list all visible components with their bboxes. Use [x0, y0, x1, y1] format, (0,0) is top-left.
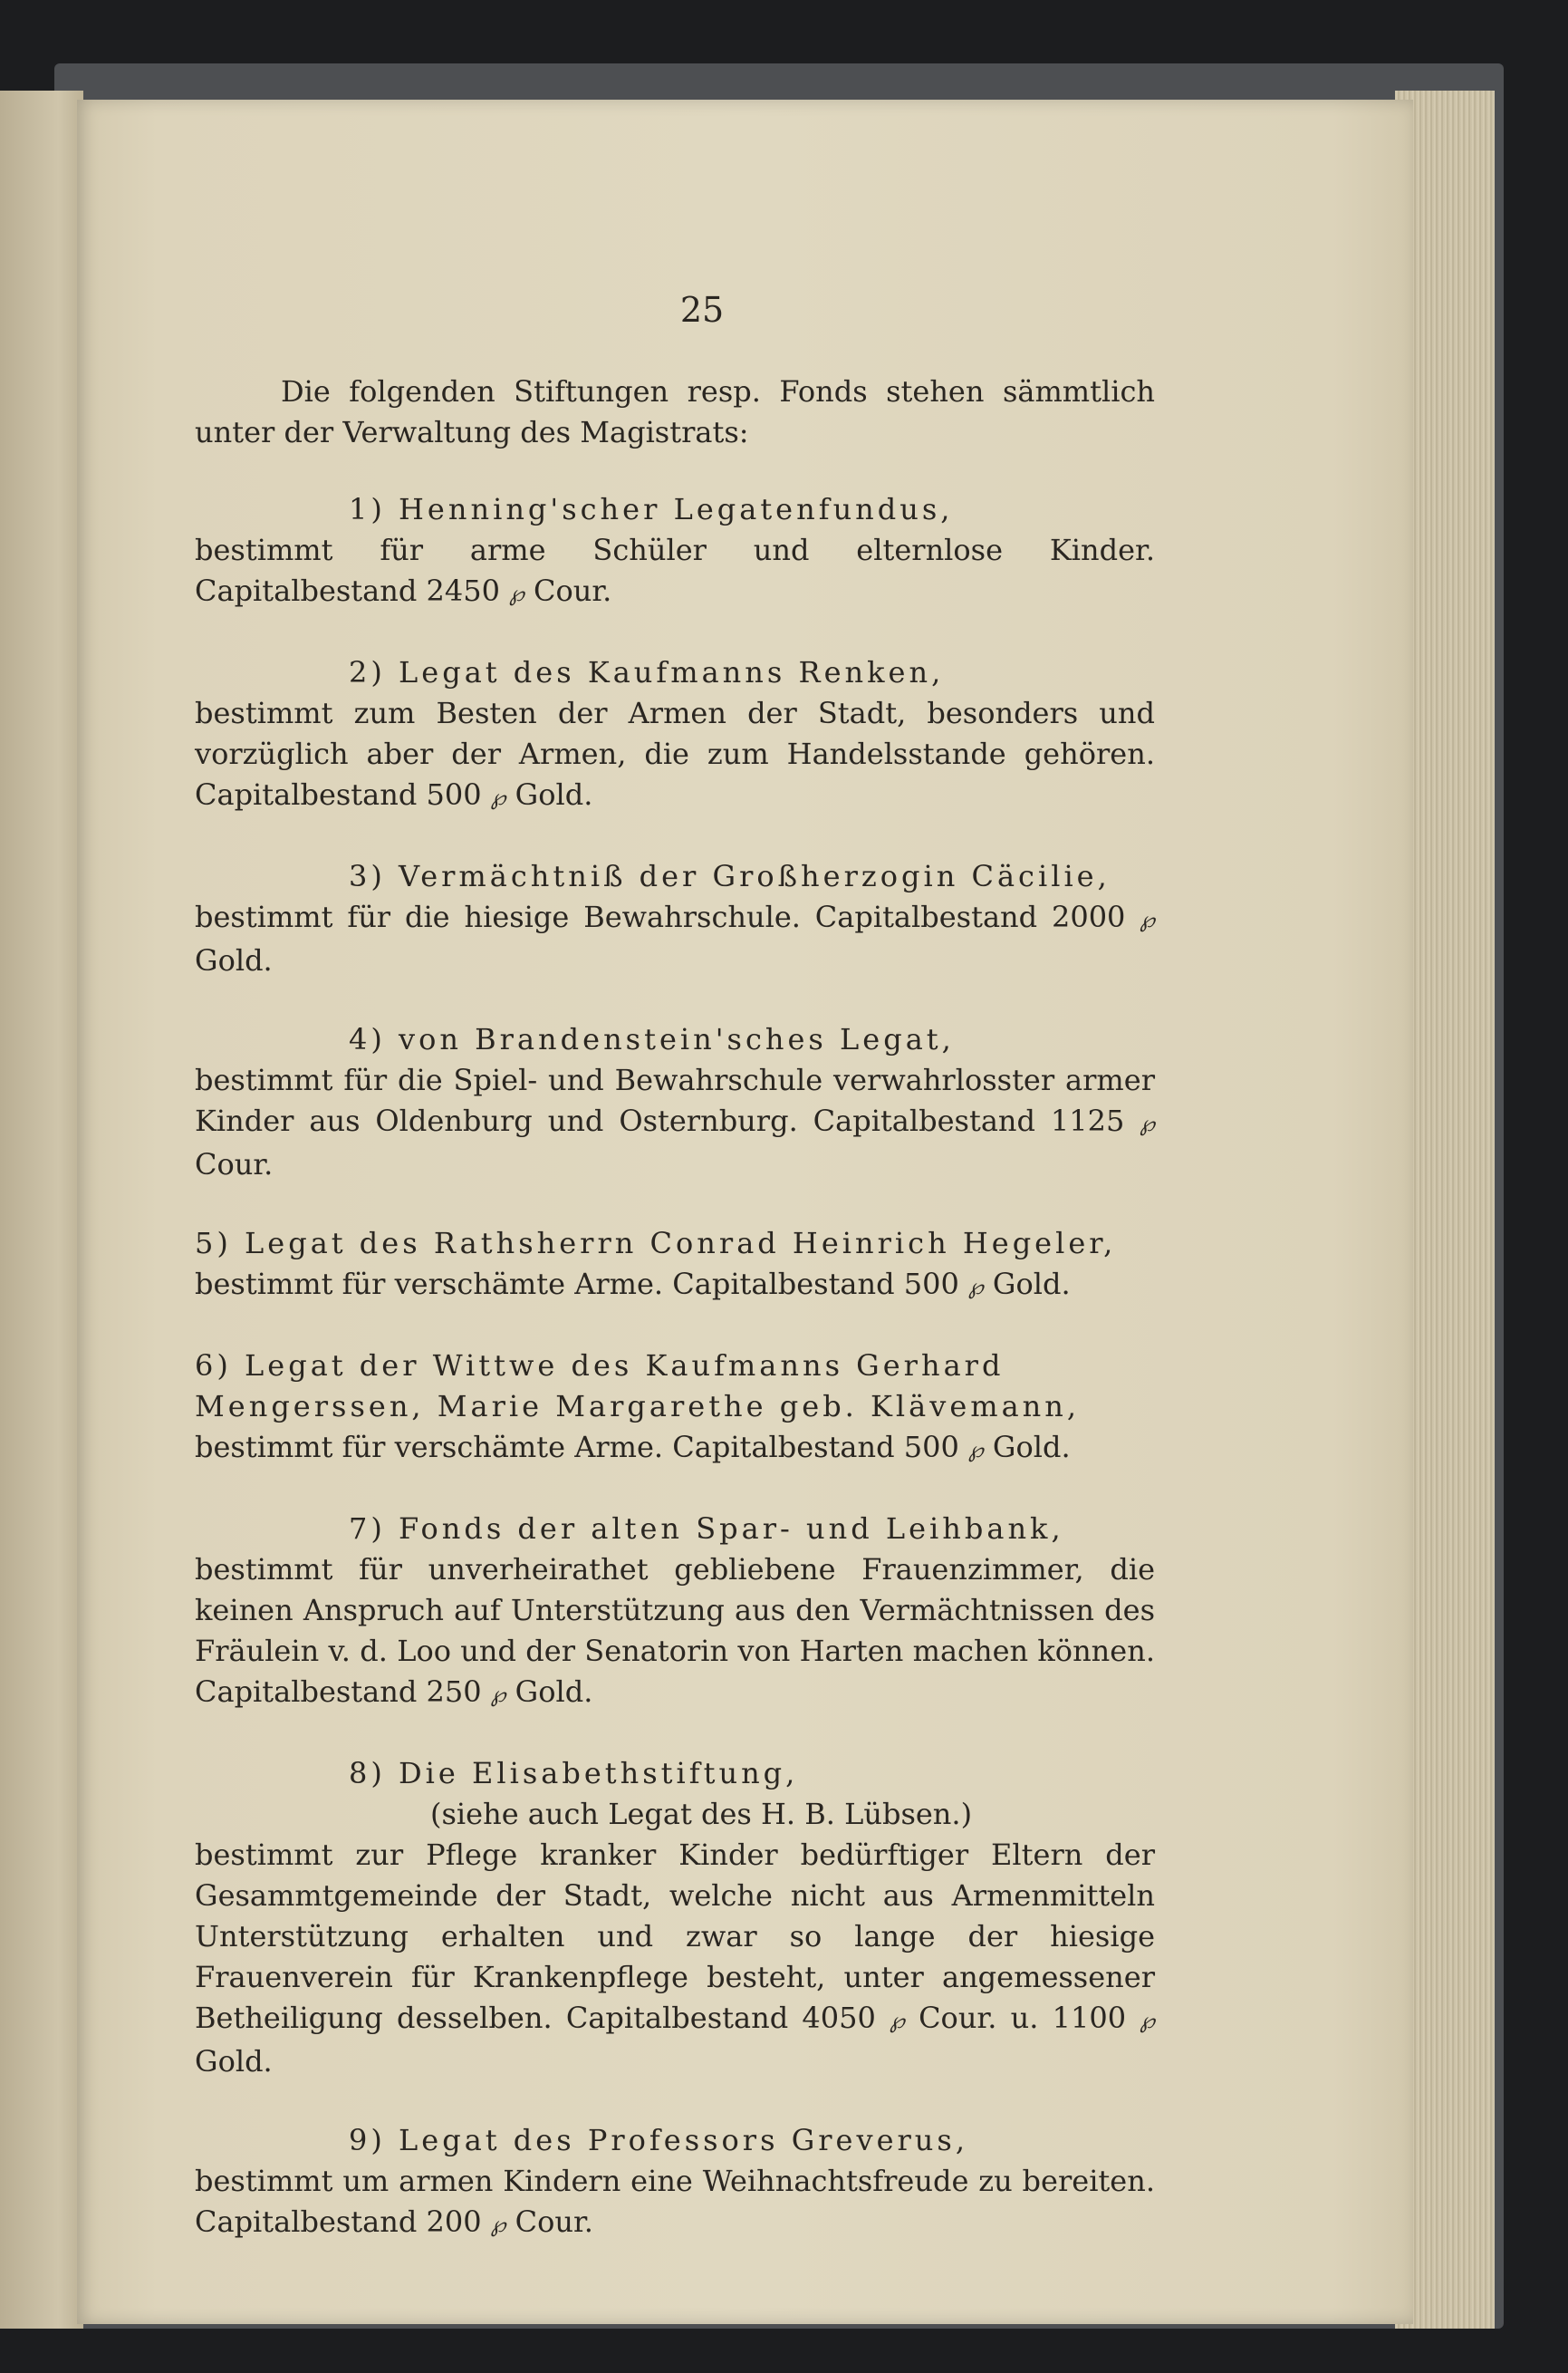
entry-subtitle: (siehe auch Legat des H. B. Lübsen.) — [430, 1797, 973, 1831]
entry-title: 4) von Brandenstein'sches Legat, — [349, 1022, 955, 1056]
entry-9 — [195, 2120, 1155, 2245]
entry-6 — [195, 1346, 1155, 1471]
entry-body: bestimmt für arme Schüler und elternlose Kinder. Capitalbestand 2450 ℘ Cour. — [195, 533, 1155, 608]
entry-body: bestimmt für die hiesige Bewahrschule. Capitalbestand 2000 ℘ Gold. — [195, 900, 1155, 978]
entry-body: bestimmt um armen Kindern eine Weihnachtsfreude zu bereiten. Capitalbestand 200 ℘ Cour. — [195, 2164, 1155, 2239]
entry-7 — [195, 1509, 1155, 1715]
left-page-edge — [0, 91, 83, 2329]
entry-5 — [195, 1223, 1155, 1307]
currency-mark: ℘ — [968, 1274, 984, 1299]
entry-2 — [195, 652, 1155, 818]
entry-title: 6) Legat der Wittwe des Kaufmanns Gerhard Mengerssen, Marie Margarethe geb. Klävemann, — [195, 1348, 1081, 1423]
entry-title: 7) Fonds der alten Spar- und Leihbank, — [349, 1511, 1064, 1546]
currency-mark: ℘ — [490, 2212, 506, 2237]
entry-1 — [195, 489, 1155, 614]
entry-title: 1) Henning'scher Legatenfundus, — [349, 492, 954, 526]
currency-mark: ℘ — [1140, 2008, 1156, 2033]
entry-title: 5) Legat des Rathsherrn Conrad Heinrich Hegeler, — [195, 1226, 1117, 1260]
entry-title: 2) Legat des Kaufmanns Renken, — [349, 655, 945, 690]
currency-mark: ℘ — [1140, 1111, 1156, 1136]
entry-title: 9) Legat des Professors Greverus, — [349, 2123, 968, 2157]
entry-4 — [195, 1019, 1155, 1185]
currency-mark: ℘ — [968, 1437, 984, 1462]
page-number: 25 — [679, 290, 725, 330]
entry-3 — [195, 856, 1155, 981]
entry-body: bestimmt für verschämte Arme. Capitalbestand 500 ℘ Gold. — [195, 1267, 1071, 1301]
entry-body: bestimmt zum Besten der Armen der Stadt, besonders und vorzüglich aber der Armen, die zum Handelsstande gehören. Capitalbestand 500 ℘ Gold. — [195, 696, 1155, 812]
currency-mark: ℘ — [490, 1682, 506, 1707]
page-text — [195, 290, 1155, 2283]
entry-8 — [195, 1753, 1155, 2082]
entry-title: 3) Vermächtniß der Großherzogin Cäcilie, — [349, 859, 1111, 893]
entry-body: bestimmt zur Pflege kranker Kinder bedürftiger Eltern der Gesammtgemeinde der Stadt, welche nicht aus Armenmitteln Unterstützung erhalten und zwar so lange der hiesige Frauenverein für Krankenpflege besteht, unter angemessener Betheiligung desselben. Capitalbestand 4050 ℘ Cour. u. 1100 ℘ Gold. — [195, 1838, 1156, 2079]
currency-mark: ℘ — [890, 2008, 905, 2033]
currency-mark: ℘ — [1140, 907, 1155, 932]
entry-body: bestimmt für die Spiel- und Bewahrschule verwahrlosster armer Kinder aus Oldenburg und Osternburg. Capitalbestand 1125 ℘ Cour. — [195, 1063, 1156, 1182]
entry-title: 8) Die Elisabethstiftung, — [349, 1756, 799, 1790]
entry-body: bestimmt für unverheirathet gebliebene Frauenzimmer, die keinen Anspruch auf Unterstützung aus den Vermächtnissen des Fräulein v. d. Loo und der Senatorin von Harten machen können. Capitalbestand 250 ℘ Gold. — [195, 1552, 1155, 1709]
currency-mark: ℘ — [490, 785, 506, 810]
entry-body: bestimmt für verschämte Arme. Capitalbestand 500 ℘ Gold. — [195, 1430, 1071, 1464]
intro-paragraph: Die folgenden Stiftungen resp. Fonds stehen sämmtlich unter der Verwaltung des Magistrats: — [195, 374, 1155, 449]
currency-mark: ℘ — [509, 581, 524, 606]
